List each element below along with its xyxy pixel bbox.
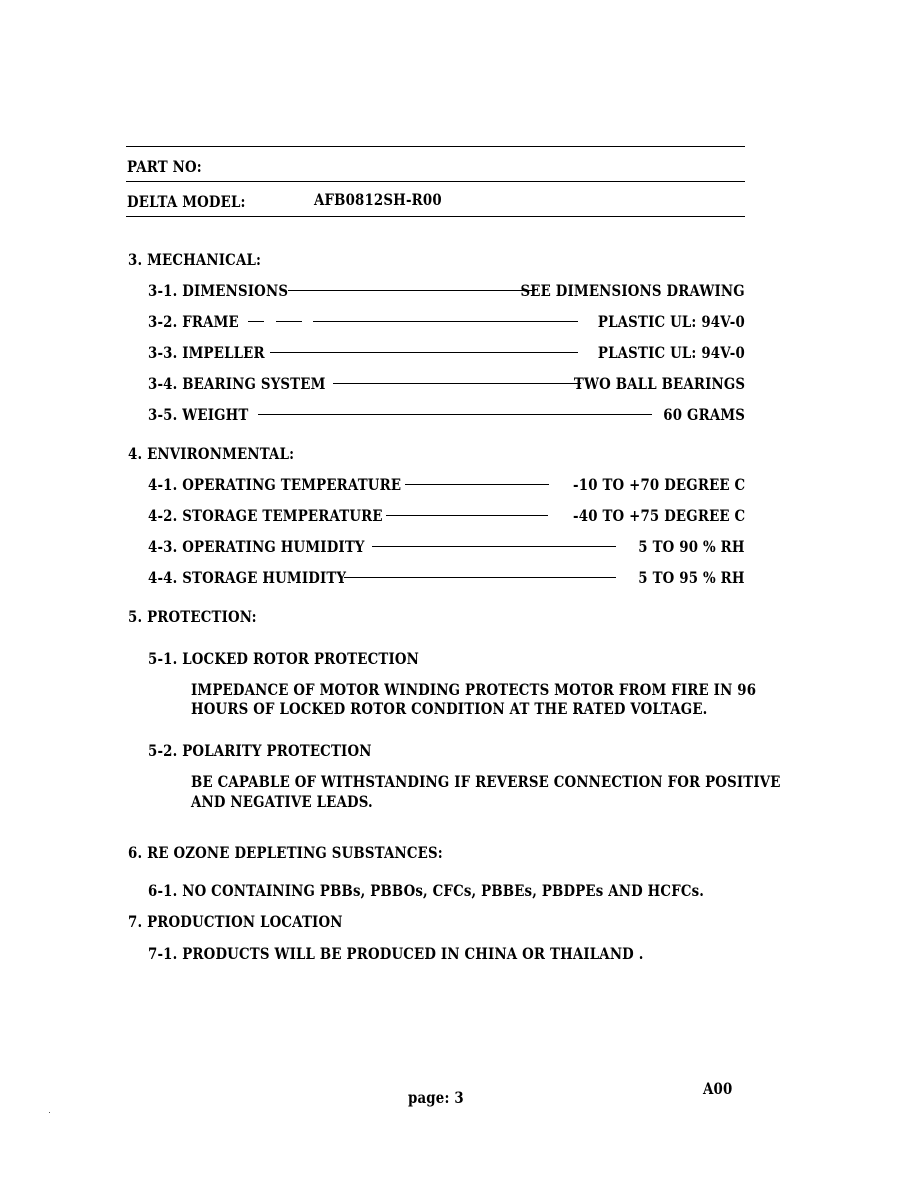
- protection-heading: 5. PROTECTION:: [128, 607, 257, 626]
- environmental-heading: 4. ENVIRONMENTAL:: [128, 444, 295, 463]
- locked-rotor-text-line1: IMPEDANCE OF MOTOR WINDING PROTECTS MOTOR FROM FIRE IN 96: [191, 680, 757, 699]
- spec-value-operating-temperature: -10 TO +70 DEGREE C: [572, 475, 745, 494]
- leader-line: [248, 321, 264, 322]
- leader-line: [313, 321, 578, 322]
- part-no-label: PART NO:: [127, 157, 202, 176]
- leader-line: [405, 484, 549, 485]
- leader-line: [270, 352, 578, 353]
- delta-model-value: AFB0812SH-R00: [314, 190, 442, 209]
- page-number: page: 3: [408, 1088, 464, 1107]
- delta-model-label: DELTA MODEL:: [127, 192, 246, 211]
- polarity-label: 5-2. POLARITY PROTECTION: [148, 741, 372, 760]
- spec-label-operating-humidity: 4-3. OPERATING HUMIDITY: [148, 537, 365, 556]
- scan-speck: [49, 1112, 50, 1113]
- spec-label-impeller: 3-3. IMPELLER: [148, 343, 265, 362]
- spec-label-operating-temperature: 4-1. OPERATING TEMPERATURE: [148, 475, 402, 494]
- leader-line: [276, 321, 302, 322]
- production-item: 7-1. PRODUCTS WILL BE PRODUCED IN CHINA OR THAILAND .: [148, 944, 644, 963]
- spec-label-storage-temperature: 4-2. STORAGE TEMPERATURE: [148, 506, 383, 525]
- mechanical-heading: 3. MECHANICAL:: [128, 250, 262, 269]
- spec-label-dimensions: 3-1. DIMENSIONS: [148, 281, 289, 300]
- ozone-item: 6-1. NO CONTAINING PBBs, PBBOs, CFCs, PBBEs, PBDPEs AND HCFCs.: [148, 881, 705, 900]
- spec-value-operating-humidity: 5 TO 90 % RH: [638, 537, 745, 556]
- production-heading: 7. PRODUCTION LOCATION: [128, 912, 343, 931]
- leader-line: [288, 290, 535, 291]
- spec-value-impeller: PLASTIC UL: 94V-0: [598, 343, 745, 362]
- leader-line: [344, 577, 616, 578]
- spec-label-weight: 3-5. WEIGHT: [148, 405, 249, 424]
- locked-rotor-label: 5-1. LOCKED ROTOR PROTECTION: [148, 649, 420, 668]
- header-bottom-rule: [126, 216, 745, 217]
- polarity-text-line1: BE CAPABLE OF WITHSTANDING IF REVERSE CONNECTION FOR POSITIVE: [191, 772, 781, 791]
- locked-rotor-text-line2: HOURS OF LOCKED ROTOR CONDITION AT THE RATED VOLTAGE.: [191, 699, 708, 718]
- leader-line: [372, 546, 616, 547]
- spec-label-bearing-system: 3-4. BEARING SYSTEM: [148, 374, 326, 393]
- spec-value-dimensions: SEE DIMENSIONS DRAWING: [520, 281, 745, 300]
- spec-label-storage-humidity: 4-4. STORAGE HUMIDITY: [148, 568, 347, 587]
- header-top-rule: [126, 146, 745, 147]
- polarity-text-line2: AND NEGATIVE LEADS.: [191, 792, 373, 811]
- leader-line: [258, 414, 652, 415]
- spec-label-frame: 3-2. FRAME: [148, 312, 239, 331]
- spec-value-weight: 60 GRAMS: [663, 405, 745, 424]
- leader-line: [333, 383, 581, 384]
- spec-value-frame: PLASTIC UL: 94V-0: [598, 312, 745, 331]
- leader-line: [386, 515, 548, 516]
- spec-value-storage-temperature: -40 TO +75 DEGREE C: [572, 506, 745, 525]
- ozone-heading: 6. RE OZONE DEPLETING SUBSTANCES:: [128, 843, 443, 862]
- spec-value-bearing-system: TWO BALL BEARINGS: [573, 374, 745, 393]
- revision-code: A00: [703, 1079, 733, 1098]
- spec-value-storage-humidity: 5 TO 95 % RH: [638, 568, 745, 587]
- header-middle-rule: [126, 181, 745, 182]
